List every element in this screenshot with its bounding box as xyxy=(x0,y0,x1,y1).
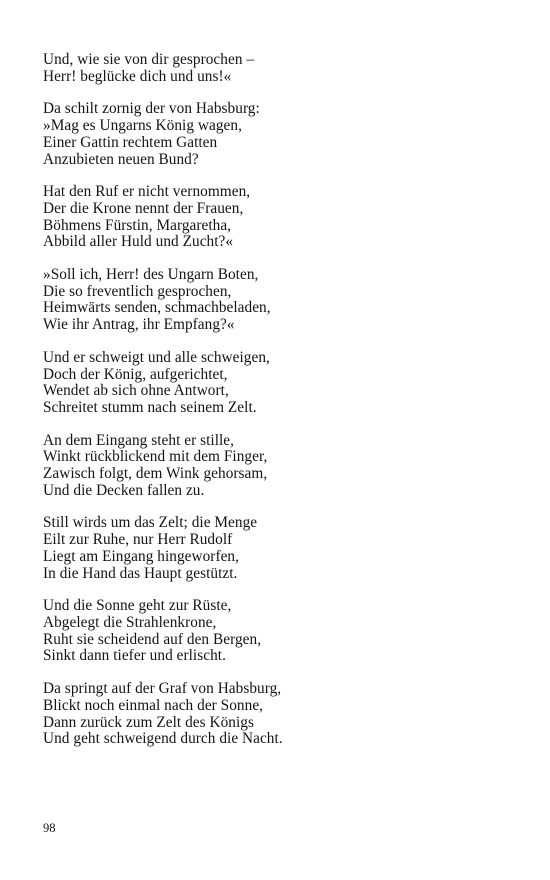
stanza xyxy=(43,267,523,334)
poem-line: Heimwärts senden, schmachbeladen, xyxy=(43,299,271,317)
poem-line: Wie ihr Antrag, ihr Empfang?« xyxy=(43,316,235,334)
poem-line: Schreitet stumm nach seinem Zelt. xyxy=(43,398,257,416)
poem-line: Und geht schweigend durch die Nacht. xyxy=(43,730,283,748)
poem-line: Still wirds um das Zelt; die Menge xyxy=(43,514,258,532)
poem-line: Blickt noch einmal nach der Sonne, xyxy=(43,696,264,714)
poem-line: Und die Decken fallen zu. xyxy=(43,481,205,499)
poem-line: Abbild aller Huld und Zucht?« xyxy=(43,233,234,251)
poem-line: Wendet ab sich ohne Antwort, xyxy=(43,382,229,400)
poem-line: Und die Sonne geht zur Rüste, xyxy=(43,597,232,615)
poem-line: Zawisch folgt, dem Wink gehorsam, xyxy=(43,465,268,483)
poem-line: Sinkt dann tiefer und erlischt. xyxy=(43,647,226,665)
poem-line: Und, wie sie von dir gesprochen – xyxy=(43,51,255,68)
poem-line: Herr! beglücke dich und uns!« xyxy=(43,67,232,85)
poem-line: Und er schweigt und alle schweigen, xyxy=(43,348,270,366)
stanza xyxy=(43,433,523,500)
poem-line: Doch der König, aufgerichtet, xyxy=(43,365,228,383)
stanza xyxy=(43,52,523,85)
poem-line: Einer Gattin rechtem Gatten xyxy=(43,133,218,151)
poem-line: Liegt am Eingang hingeworfen, xyxy=(43,547,239,565)
poem-line: Böhmens Fürstin, Margaretha, xyxy=(43,216,232,234)
poem-text xyxy=(43,52,523,764)
stanza xyxy=(43,350,523,417)
poem-line: Dann zurück zum Zelt des Königs xyxy=(43,713,254,731)
poem-line: Anzubieten neuen Bund? xyxy=(43,150,199,168)
stanza xyxy=(43,598,523,665)
poem-line: Ruht sie scheidend auf den Bergen, xyxy=(43,630,262,648)
poem-line: Da schilt zornig der von Habsburg: xyxy=(43,100,260,118)
poem-line: Die so freventlich gesprochen, xyxy=(43,282,232,300)
poem-line: Abgelegt die Strahlenkrone, xyxy=(43,613,217,631)
poem-line: Der die Krone nennt der Frauen, xyxy=(43,199,244,217)
stanza xyxy=(43,515,523,582)
stanza xyxy=(43,101,523,168)
page-number: 98 xyxy=(43,821,56,835)
stanza xyxy=(43,681,523,748)
poem-line: Winkt rückblickend mit dem Finger, xyxy=(43,448,268,466)
stanza xyxy=(43,184,523,251)
poem-line: In die Hand das Haupt gestützt. xyxy=(43,564,238,582)
poem-line: »Mag es Ungarns König wagen, xyxy=(43,117,242,135)
poem-line: Da springt auf der Graf von Habsburg, xyxy=(43,680,282,698)
poem-line: Hat den Ruf er nicht vernommen, xyxy=(43,183,251,201)
poem-line: Eilt zur Ruhe, nur Herr Rudolf xyxy=(43,531,233,549)
poem-line: »Soll ich, Herr! des Ungarn Boten, xyxy=(43,266,259,284)
poem-line: An dem Eingang steht er stille, xyxy=(43,431,235,449)
